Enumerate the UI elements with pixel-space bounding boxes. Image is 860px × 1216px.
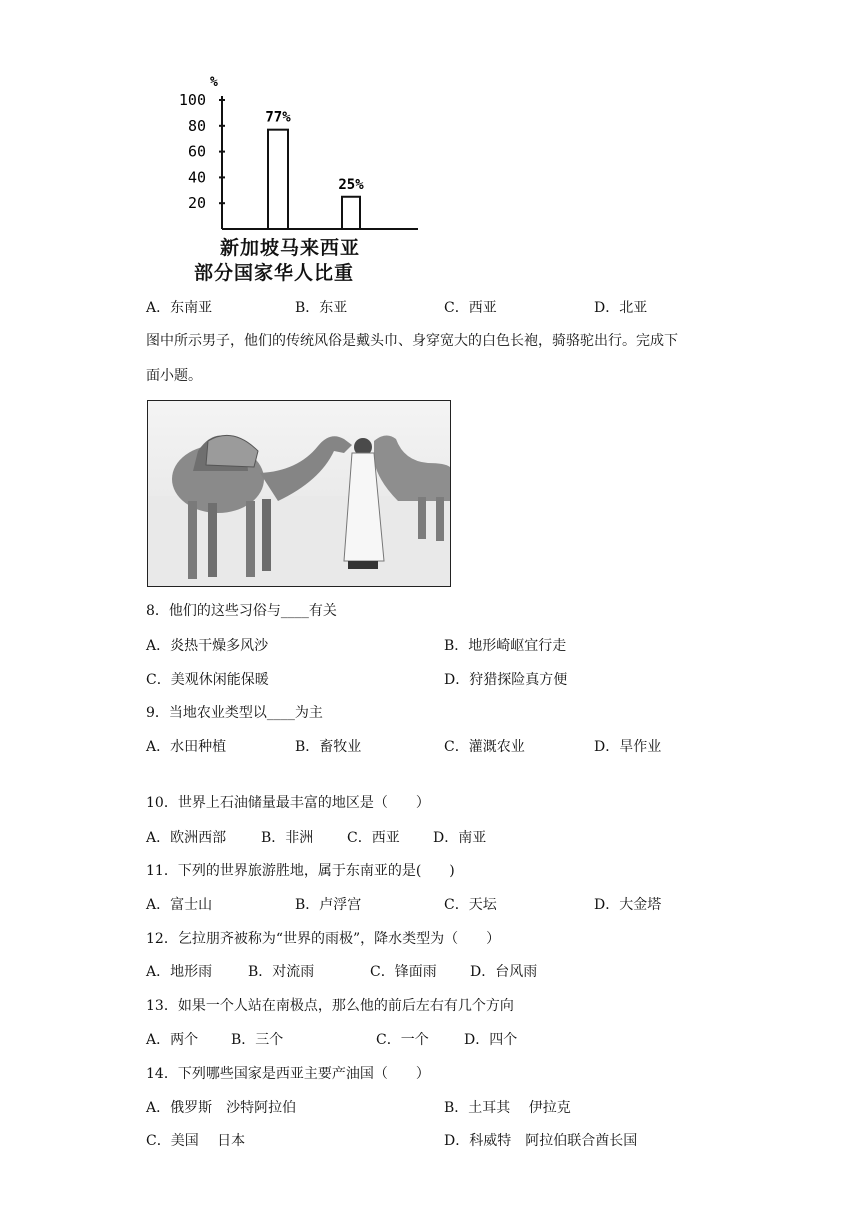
y-axis-unit-label: %	[210, 75, 218, 90]
question-option: B．地形崎岖宜行走	[444, 638, 567, 654]
option-text: 北亚	[619, 300, 648, 316]
question-option: C．天坛	[444, 897, 497, 913]
question-stem: 14．下列哪些国家是西亚主要产油国（ ）	[146, 1066, 430, 1082]
camel-photo	[147, 400, 451, 587]
question-stem: 8．他们的这些习俗与____有关	[146, 603, 337, 619]
question-option: D．大金塔	[594, 897, 662, 913]
option-text: 东南亚	[170, 300, 213, 316]
question-option: B．卢浮宫	[295, 897, 362, 913]
bar-singapore	[268, 130, 288, 229]
y-tick-label: 100	[178, 91, 206, 109]
question-option: A．地形雨	[146, 964, 213, 980]
question-option: D．旱作业	[594, 739, 662, 755]
q7-option	[295, 298, 347, 318]
option-text: 东亚	[319, 300, 348, 316]
question-option: C．美观休闲能保暖	[146, 672, 269, 688]
chart-category-caption: 新加坡马来西亚	[220, 237, 361, 259]
q7-option	[444, 298, 497, 318]
question-option: C．一个	[376, 1032, 429, 1048]
question-option: D．狩猎探险真方便	[444, 672, 568, 688]
option-key: A．	[146, 300, 171, 316]
question-option: A．炎热干燥多风沙	[146, 638, 269, 654]
y-tick-label: 40	[187, 168, 206, 187]
bar-malaysia	[342, 197, 360, 229]
passage-line-1: 图中所示男子，他们的传统风俗是戴头巾、身穿宽大的白色长袍，骑骆驼出行。完成下	[146, 333, 678, 349]
option-key: B．	[295, 300, 320, 316]
y-tick-label: 20	[187, 194, 206, 213]
question-option: D．科威特 阿拉伯联合酋长国	[444, 1133, 638, 1149]
bar-data-label: 77%	[265, 109, 291, 126]
question-option: B．对流雨	[248, 964, 315, 980]
question-stem: 12．乞拉朋齐被称为“世界的雨极”，降水类型为（ ）	[146, 931, 501, 947]
question-option: D．台风雨	[470, 964, 538, 980]
question-stem: 9．当地农业类型以____为主	[146, 705, 323, 721]
question-option: C．锋面雨	[370, 964, 437, 980]
question-stem: 13．如果一个人站在南极点，那么他的前后左右有几个方向	[146, 998, 514, 1014]
question-option: C．美国 日本	[146, 1133, 246, 1149]
question-option: A．两个	[146, 1032, 199, 1048]
question-option: D．四个	[464, 1032, 518, 1048]
bar-data-label: 25%	[338, 176, 364, 193]
question-option: D．南亚	[433, 830, 487, 846]
y-tick-label: 80	[187, 116, 206, 135]
option-key: D．	[594, 300, 620, 316]
question-option: B．非洲	[261, 830, 314, 846]
question-option: C．灌溉农业	[444, 739, 525, 755]
question-option: B．三个	[231, 1032, 284, 1048]
chart-title: 部分国家华人比重	[194, 262, 355, 284]
question-option: B．土耳其 伊拉克	[444, 1100, 571, 1116]
question-option: A．俄罗斯 沙特阿拉伯	[146, 1100, 297, 1116]
q7-option	[146, 298, 212, 318]
passage-line-2: 面小题。	[146, 368, 202, 384]
question-option: C．西亚	[347, 830, 400, 846]
option-key: C．	[444, 300, 469, 316]
q7-option	[594, 298, 647, 318]
question-option: A．水田种植	[146, 739, 227, 755]
question-stem: 10．世界上石油储量最丰富的地区是（ ）	[146, 795, 430, 811]
question-option: B．畜牧业	[295, 739, 362, 755]
question-stem: 11．下列的世界旅游胜地，属于东南亚的是( )	[146, 863, 455, 879]
y-tick-label: 60	[187, 142, 206, 161]
question-option: A．富士山	[146, 897, 213, 913]
chinese-population-bar-chart	[160, 66, 460, 236]
option-text: 西亚	[468, 300, 497, 316]
question-option: A．欧洲西部	[146, 830, 227, 846]
